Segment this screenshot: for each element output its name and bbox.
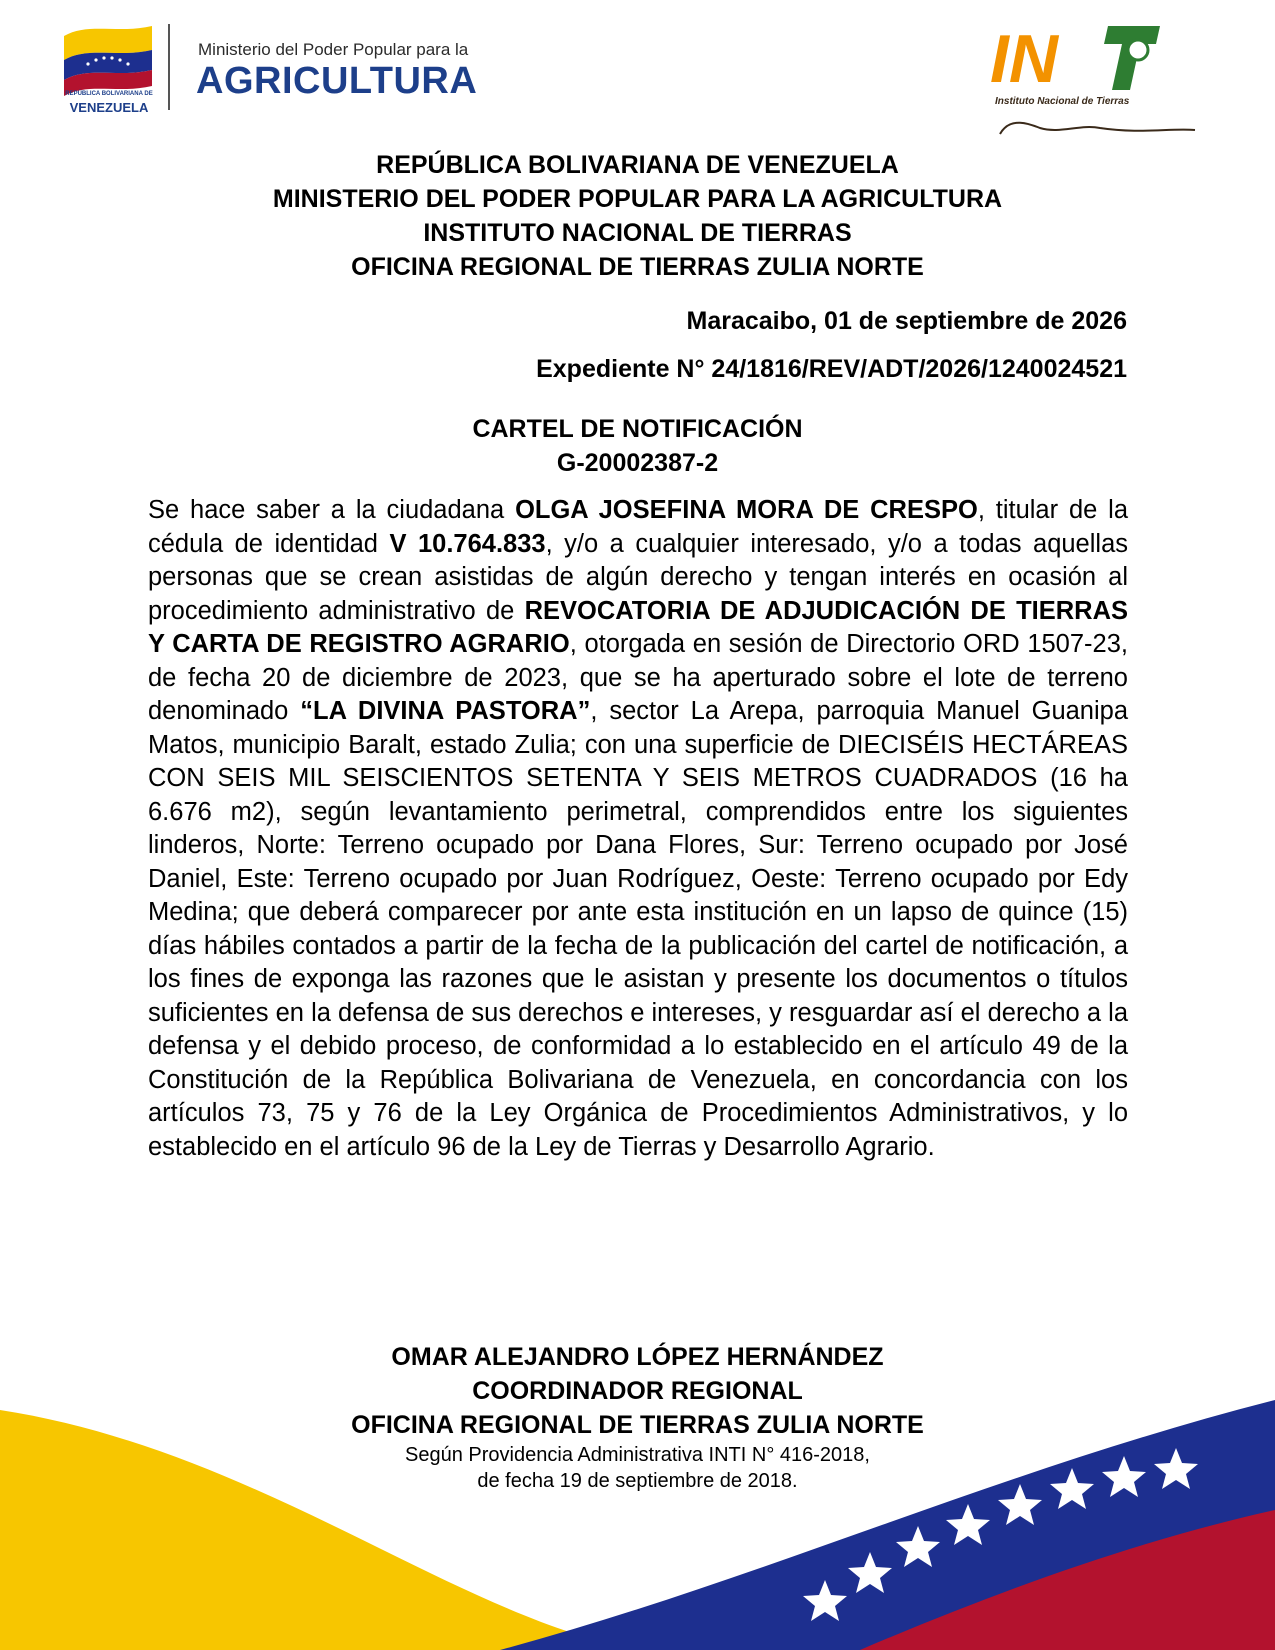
lote-name: “LA DIVINA PASTORA” — [300, 697, 591, 725]
citizen-id: V 10.764.833 — [389, 529, 546, 558]
signatory-title: COORDINADOR REGIONAL — [472, 1377, 803, 1405]
republic-name: VENEZUELA — [69, 100, 149, 115]
cartel-title-block — [0, 412, 1275, 480]
body-text-2: , titular de la cédula de identidad — [148, 496, 1128, 558]
document-header — [0, 148, 1275, 284]
providencia-note — [0, 1442, 1275, 1494]
notification-body — [148, 494, 1128, 1164]
document-date: Maracaibo, 01 de septiembre de 2026 — [686, 307, 1127, 335]
signatory-name: OMAR ALEJANDRO LÓPEZ HERNÁNDEZ — [391, 1343, 884, 1371]
body-text-5: , sector La Arepa, parroquia Manuel Guanipa Matos, municipio Baralt, estado Zulia; con una superficie de DIECISÉIS HECTÁREAS CON SEIS MIL SEISCIENTOS SETENTA Y SEIS METROS CUADRADOS (16 ha 6.676 m2), según levantamiento perimetral, comprendidos entre los siguientes linderos, Norte: Terreno ocupado por Dana Flores, Sur: Terreno ocupado por José Daniel, Este: Terreno ocupado por Juan Rodríguez, Oeste: Terreno ocupado por Edy Medina; que deberá comparecer por ante esta institución en un lapso de quince (15) días hábiles contados a partir de la fecha de la publicación del cartel de notificación, a los fines de exponga las razones que le asistan y presente los documentos o títulos suficientes en la defensa de sus derechos e intereses, y resguardar así el derecho a la defensa y el debido proceso, de conformidad a lo establecido en el artículo 49 de la Constitución de la República Bolivariana de Venezuela, en concordancia con los artículos 73, 75 y 76 de la Ley Orgánica de Procedimientos Administrativos, y lo establecido en el artículo 96 de la Ley de Tierras y Desarrollo Agrario. — [148, 697, 1129, 1161]
body-text-4: , otorgada en sesión de Directorio ORD 1507-23, de fecha 20 de diciembre de 2023, que se ha aperturado sobre el lote de terreno denominado — [148, 630, 1128, 725]
ministry-name: AGRICULTURA — [196, 60, 478, 102]
citizen-name: OLGA JOSEFINA MORA DE CRESPO — [515, 496, 978, 524]
header-line-republic: REPÚBLICA BOLIVARIANA DE VENEZUELA — [376, 151, 899, 179]
ministry-caption: Ministerio del Poder Popular para la — [198, 40, 469, 59]
body-text-3: , y/o a cualquier interesado, y/o a todas aquellas personas que se crean asistidas de algún derecho y tengan interés en ocasión al procedimiento administrativo de — [148, 529, 1128, 625]
republic-caption: REPÚBLICA BOLIVARIANA DE — [65, 91, 153, 97]
cartel-code: G-20002387-2 — [556, 449, 719, 477]
body-text-1: Se hace saber a la ciudadana — [148, 496, 516, 524]
providencia-line-1: Según Providencia Administrativa INTI N° 416-2018, — [405, 1444, 870, 1466]
header-line-institute: INSTITUTO NACIONAL DE TIERRAS — [423, 219, 852, 247]
signatory-office: OFICINA REGIONAL DE TIERRAS ZULIA NORTE — [351, 1411, 924, 1439]
svg-text:IN: IN — [990, 21, 1058, 97]
inti-caption: Instituto Nacional de Tierras — [995, 96, 1130, 107]
providencia-line-2: de fecha 19 de septiembre de 2018. — [477, 1470, 798, 1492]
header-line-office: OFICINA REGIONAL DE TIERRAS ZULIA NORTE — [351, 253, 924, 281]
signature-block — [0, 1340, 1275, 1442]
inti-logo — [990, 16, 1200, 136]
header-line-ministry: MINISTERIO DEL PODER POPULAR PARA LA AGRICULTURA — [272, 185, 1003, 213]
procedure-name: REVOCATORIA DE ADJUDICACIÓN DE TIERRAS Y CARTA DE REGISTRO AGRARIO — [148, 596, 1128, 658]
expediente-number: Expediente N° 24/1816/REV/ADT/2026/1240024521 — [536, 355, 1127, 383]
cartel-title: CARTEL DE NOTIFICACIÓN — [472, 415, 803, 443]
